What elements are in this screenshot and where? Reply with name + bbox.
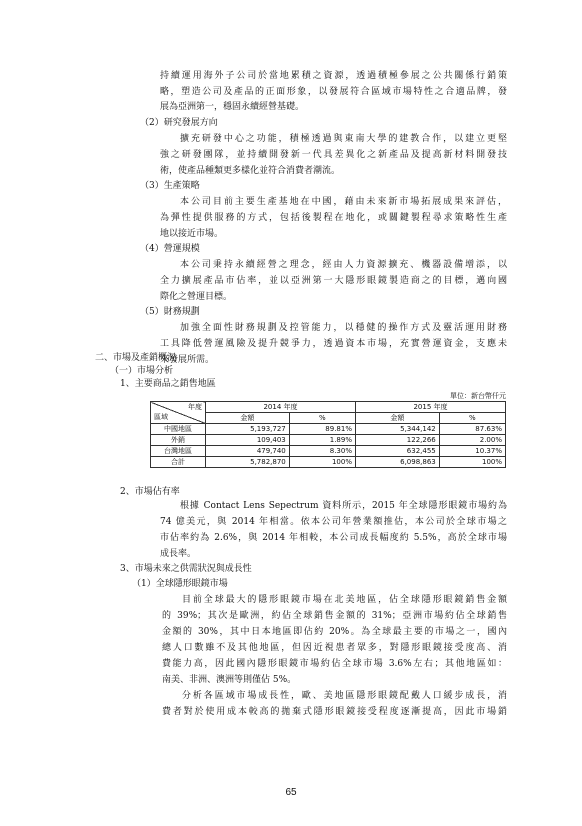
intro-line-2: 略，塑造公司及產品的正面形象，以發展符合區域市場特性之合適品牌，發 (160, 87, 507, 97)
section-heading-scale: （4）營運規模 (140, 244, 200, 254)
future-market-heading: 3、市場未來之供需狀況與成長性 (120, 564, 252, 574)
year-header-2014: 2014 年度 (206, 402, 356, 413)
global-market-line-6: 南美、非洲、澳洲等則僅佔 5%。 (162, 675, 297, 685)
section-heading-finance: （5）財務規劃 (140, 307, 200, 317)
region-cell: 外銷 (151, 435, 206, 446)
region-cell: 中國地區 (151, 424, 206, 435)
global-market-line-1: 目前全球最大的隱形眼鏡市場在北美地區，佔全球隱形眼鏡銷售金額 (182, 595, 507, 605)
section-scale-line-3: 際化之營運目標。 (160, 292, 233, 302)
market-share-line-2: 74 億美元，與 2014 年相當。依本公司年營業額推估，本公司於全球市場之 (160, 517, 507, 527)
pct-cell: 2.00% (439, 435, 505, 446)
global-market-line-4: 總人口數雖不及其他地區，但因近視患者眾多，對隱形眼鏡接受度高、消 (162, 643, 507, 653)
section-finance-line-1: 加強全面性財務規劃及控管能力，以穩健的操作方式及靈活運用財務 (180, 323, 507, 333)
page-number: 65 (285, 787, 297, 798)
corner-region-label: 區域 (154, 413, 168, 421)
pct-cell: 100% (289, 457, 355, 468)
market-share-line-3: 市佔率約為 2.6%，與 2014 年相較，本公司成長幅度約 5.5%，高於全球市場 (160, 533, 507, 543)
region-cell: 合計 (151, 457, 206, 468)
amount-cell: 109,403 (206, 435, 290, 446)
amount-cell: 632,455 (355, 446, 439, 457)
col-pct-2014: % (289, 413, 355, 424)
table-corner-cell (151, 402, 206, 424)
amount-cell: 5,193,727 (206, 424, 290, 435)
unit-label: 單位：新台幣仟元 (450, 392, 506, 400)
global-market-line-5: 費能力高，因此國內隱形眼鏡市場約佔全球市場 3.6%左右；其他地區如： (162, 659, 507, 669)
section-heading-rd: （2）研究發展方向 (140, 118, 218, 128)
growth-line-2: 費者對於使用成本較高的拋棄式隱形眼鏡接受程度逐漸提高，因此市場銷 (162, 707, 507, 717)
table-row-total (151, 457, 506, 468)
table-row (151, 446, 506, 457)
amount-cell: 5,782,870 (206, 457, 290, 468)
sales-region-table (150, 401, 506, 468)
col-amount-2014: 金額 (206, 413, 290, 424)
section-finance-line-3: 來發展所需。 (160, 355, 215, 365)
global-market-line-2: 的 39%；其次是歐洲，約佔全球銷售金額的 31%；亞洲市場約佔全球銷售 (162, 611, 507, 621)
intro-line-1: 持續運用海外子公司於當地累積之資源，透過積極參展之公共關係行銷策 (160, 71, 507, 81)
section-scale-line-2: 全力擴展產品市佔率，並以亞洲第一大隱形眼鏡製造商之的目標，邁向國 (160, 276, 507, 286)
section-production-line-3: 地以接近市場。 (160, 229, 224, 239)
sales-region-heading: 1、主要商品之銷售地區 (120, 379, 216, 389)
pct-cell: 89.81% (289, 424, 355, 435)
corner-year-label: 年度 (188, 403, 202, 411)
growth-line-1: 分析各區域市場成長性，歐、美地區隱形眼鏡配戴人口緩步成長，消 (182, 691, 507, 701)
market-share-line-4: 成長率。 (160, 549, 197, 559)
region-cell: 台灣地區 (151, 446, 206, 457)
section-heading-production: （3）生產策略 (140, 181, 200, 191)
amount-cell: 5,344,142 (355, 424, 439, 435)
section-rd-line-1: 擴充研發中心之功能，積極透過與東南大學的建教合作，以建立更堅 (180, 134, 507, 144)
section-rd-line-2: 強之研發團隊，並持續開發新一代具差異化之新產品及提高新材料開發技 (160, 150, 507, 160)
section-scale-line-1: 本公司秉持永續經營之理念，經由人力資源擴充、機器設備增添，以 (180, 260, 507, 270)
pct-cell: 10.37% (439, 446, 505, 457)
section-production-line-1: 本公司目前主要生產基地在中國，藉由未來新市場拓展成果來評估， (180, 197, 507, 207)
section-production-line-2: 為彈性提供服務的方式，包括後製程在地化，或關鍵製程尋求策略性生產 (160, 213, 507, 223)
table-row (151, 424, 506, 435)
table-row (151, 435, 506, 446)
market-analysis-heading: （一）市場分析 (110, 366, 174, 376)
market-share-line-1: 根據 Contact Lens Sepectrum 資料所示，2015 年全球隱形眼鏡市場約為 (180, 501, 507, 511)
global-market-line-3: 金額的 30%，其中日本地區即佔約 20%。為全球最主要的市場之一，國內 (162, 627, 507, 637)
pct-cell: 1.89% (289, 435, 355, 446)
year-header-2015: 2015 年度 (355, 402, 505, 413)
col-pct-2015: % (439, 413, 505, 424)
amount-cell: 122,266 (355, 435, 439, 446)
amount-cell: 6,098,863 (355, 457, 439, 468)
global-market-heading: （1）全球隱形眼鏡市場 (132, 579, 228, 589)
part2-title: 二、市場及產銷概況 (95, 353, 177, 363)
pct-cell: 87.63% (439, 424, 505, 435)
col-amount-2015: 金額 (355, 413, 439, 424)
pct-cell: 8.30% (289, 446, 355, 457)
section-rd-line-3: 術，使產品種類更多樣化並符合消費者潮流。 (160, 166, 341, 176)
section-finance-line-2: 工具降低營運風險及提升競爭力，透過資本市場，充實營運資金，支應未 (160, 339, 507, 349)
pct-cell: 100% (439, 457, 505, 468)
intro-line-3: 展為亞洲第一，穩固永續經營基礎。 (160, 102, 305, 112)
amount-cell: 479,740 (206, 446, 290, 457)
market-share-heading: 2、市場佔有率 (120, 487, 180, 497)
